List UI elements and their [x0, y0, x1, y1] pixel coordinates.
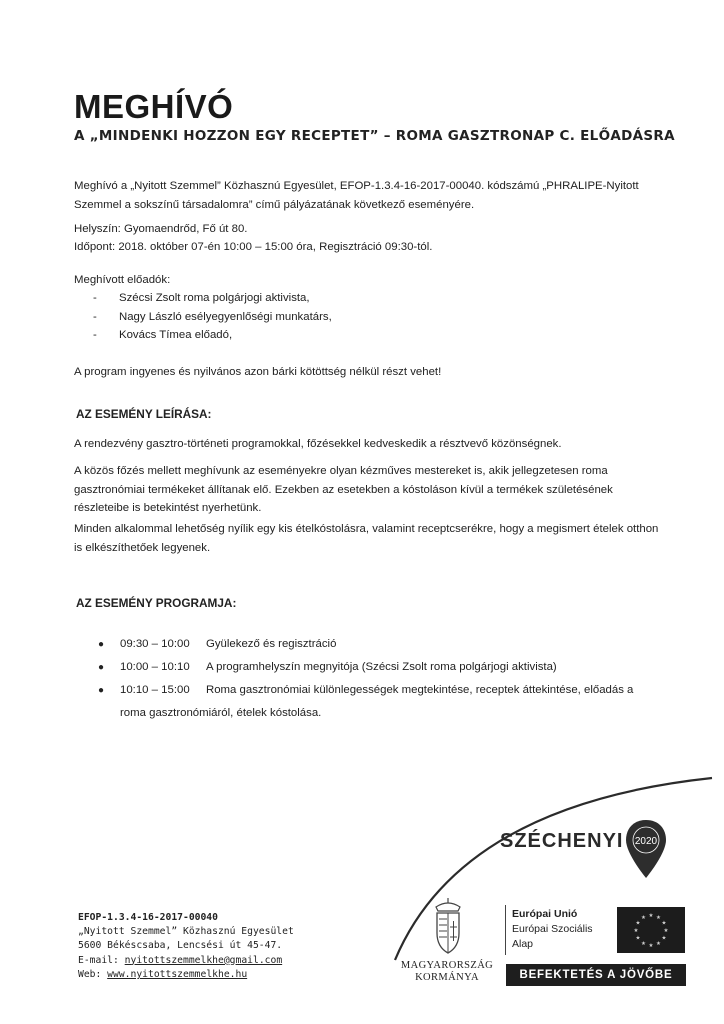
page-subtitle: A „MINDENKI HOZZON EGY RECEPTET” – ROMA GASZTRONAP C. ELŐADÁSRA — [74, 128, 675, 144]
eu-star-icon: ★ — [661, 935, 667, 942]
eu-star-icon: ★ — [641, 915, 646, 922]
eu-line-2: Európai Szociális — [512, 923, 593, 935]
investment-banner: BEFEKTETÉS A JÖVŐBE — [506, 964, 686, 986]
program-time: 09:30 – 10:00 — [120, 638, 190, 650]
footer-email-label: E-mail: — [78, 954, 125, 966]
eu-star-icon: ★ — [656, 915, 661, 922]
location-line: Helyszín: Gyomaendrőd, Fő út 80. — [74, 223, 248, 235]
footer-contact — [78, 911, 294, 982]
eu-star-icon: ★ — [635, 935, 641, 942]
government-line-2: KORMÁNYA — [415, 972, 479, 983]
government-line-1: MAGYARORSZÁG — [400, 960, 494, 971]
program-text: Gyülekező és regisztráció — [206, 638, 337, 650]
page-title: MEGHÍVÓ — [74, 88, 234, 125]
eu-star-icon: ★ — [656, 940, 661, 947]
list-item: - Nagy László esélyegyenlőségi munkatárs, — [93, 310, 332, 323]
eu-star-icon: ★ — [663, 928, 669, 934]
program-text: A programhelyszín megnyitója (Szécsi Zsolt roma polgárjogi aktivista) — [206, 661, 557, 673]
footer-web-label: Web: — [78, 968, 108, 980]
footer-email-link[interactable]: nyitottszemmelkhe@gmail.com — [124, 954, 283, 966]
footer-address: 5600 Békéscsaba, Lencsési út 45-47. — [78, 940, 283, 952]
szechenyi-pin-icon — [624, 818, 668, 882]
time-line: Időpont: 2018. október 07-én 10:00 – 15:00 óra, Regisztráció 09:30-tól. — [74, 241, 433, 253]
eu-text — [512, 907, 593, 952]
government-logo-text — [392, 960, 502, 984]
footer-web-row — [78, 968, 294, 982]
coat-of-arms-icon — [431, 897, 465, 957]
footer-project-code: EFOP-1.3.4-16-2017-00040 — [78, 912, 218, 923]
szechenyi-logo-text: SZÉCHENYI — [500, 830, 624, 852]
list-item: - Szécsi Zsolt roma polgárjogi aktivista, — [93, 292, 310, 304]
szechenyi-year: 2020 — [634, 836, 658, 847]
eu-line-1: Európai Unió — [512, 908, 578, 920]
eu-star-icon: ★ — [648, 943, 654, 949]
program-heading: AZ ESEMÉNY PROGRAMJA: — [76, 596, 237, 610]
speaker-name: Kovács Tímea előadó, — [119, 329, 233, 341]
eu-line-3: Alap — [512, 938, 534, 950]
eu-star-icon: ★ — [648, 913, 654, 919]
bullet-icon: ● — [98, 662, 105, 673]
description-paragraph-3: Minden alkalommal lehetőség nyílik egy kis ételkóstolásra, valamint receptcserékre, hogy a megismert ételek otthon is elkészíthetőek legyenek. — [74, 523, 659, 554]
eu-flag-icon — [617, 907, 685, 953]
eu-star-icon: ★ — [633, 928, 639, 934]
eu-star-icon: ★ — [641, 940, 646, 947]
speaker-name: Nagy László esélyegyenlőségi munkatárs, — [119, 310, 332, 323]
bullet-icon: ● — [98, 639, 105, 650]
intro-paragraph: Meghívó a „Nyitott Szemmel” Közhasznú Egyesület, EFOP-1.3.4-16-2017-00040. kódszámú „PHRALIPE-Nyitott Szemmel a sokszínű társadalomra” című pályázatának következő eseményére. — [74, 180, 639, 211]
eu-star-icon: ★ — [661, 920, 667, 927]
description-heading: AZ ESEMÉNY LEÍRÁSA: — [76, 407, 212, 421]
program-time: 10:10 – 15:00 — [120, 684, 190, 696]
footer-web-link[interactable]: www.nyitottszemmelkhe.hu — [107, 968, 248, 980]
logo-divider — [505, 905, 506, 955]
footer-org: „Nyitott Szemmel” Közhasznú Egyesület — [78, 926, 294, 938]
description-paragraph-1: A rendezvény gasztro-történeti programokkal, főzésekkel kedveskedik a résztvevő közönségnek. — [74, 438, 562, 450]
program-time: 10:00 – 10:10 — [120, 661, 190, 673]
free-note: A program ingyenes és nyilvános azon bárki kötöttség nélkül részt vehet! — [74, 366, 442, 378]
bullet-icon: ● — [98, 685, 105, 696]
speakers-label: Meghívott előadók: — [74, 274, 171, 286]
description-paragraph-2: A közös főzés mellett meghívunk az eseményekre olyan kézműves mestereket is, akik jellegzetesen roma gasztronómiai termékeket állítanak elő. Ezekben az esetekben a kóstoláson kívül a termékek születésének részleteibe is betekintést nyerhetünk. — [74, 465, 613, 514]
speaker-name: Szécsi Zsolt roma polgárjogi aktivista, — [119, 292, 310, 304]
program-text: Roma gasztronómiai különlegességek megtekintése, receptek áttekintése, előadás a roma gasztronómiáról, ételek kóstolása. — [120, 684, 634, 719]
footer-email-row — [78, 954, 294, 968]
eu-star-icon: ★ — [635, 920, 641, 927]
list-item: - Kovács Tímea előadó, — [93, 329, 233, 341]
